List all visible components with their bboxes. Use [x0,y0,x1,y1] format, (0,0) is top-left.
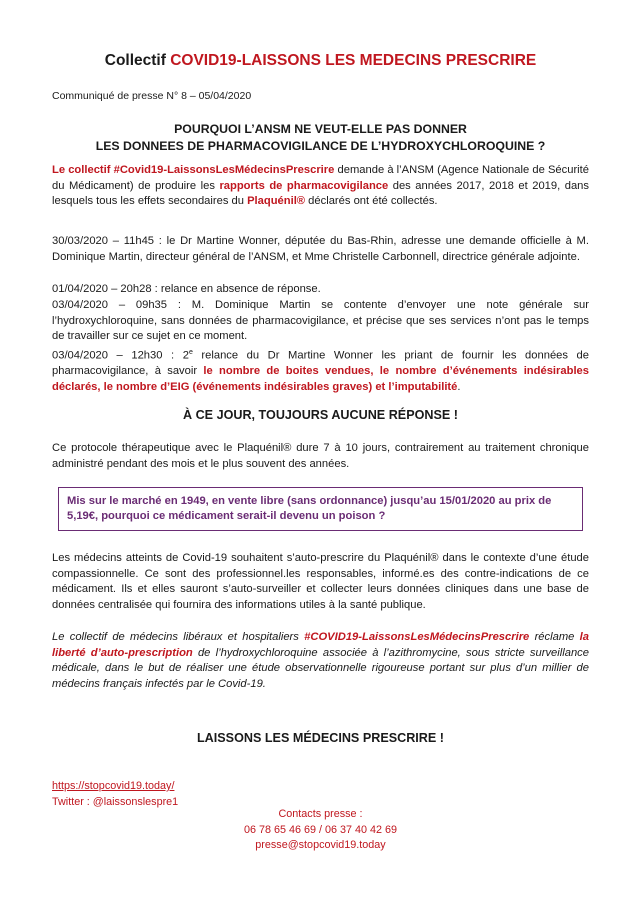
press-contacts [52,807,589,854]
slogan-heading: LAISSONS LES MÉDECINS PRESCRIRE ! [196,731,444,745]
timeline-entry-1: 30/03/2020 – 11h45 : le Dr Martine Wonner, députée du Bas-Rhin, adresse une demande officielle à M. Dominique Martin, directeur général de l’ANSM, et Mme Christelle Carbonnell, directrice générale adjointe. [52,235,589,263]
doctors-paragraph: Les médecins atteints de Covid-19 souhaitent s’auto-prescrire du Plaquénil® dans le contexte d’une étude compassionnelle. Ce sont des professionnel.les responsables, informé.es des contre-indications de ce médicament. Ils et elles sauront s’auto-surveiller et collecter leurs données cliniques dans une base de données centralisée qui fournira des informations utiles à la santé publique. [52,552,589,611]
intro-text-3: déclarés ont été collectés. [305,195,438,208]
title-prefix: Collectif [104,52,171,69]
timeline-entry-4 [52,345,589,396]
claim-hashtag: #COVID19-LaissonsLesMédecinsPrescrire [304,631,530,643]
title-highlight: COVID19-LAISSONS LES MEDECINS PRESCRIRE [170,52,537,69]
timeline-entry-2: 01/04/2020 – 20h28 : relance en absence de réponse. [52,283,321,295]
no-response-heading: À CE JOUR, TOUJOURS AUCUNE RÉPONSE ! [182,408,458,422]
claim-paragraph [52,630,589,692]
subtitle-line-1: POURQUOI L’ANSM NE VEUT-ELLE PAS DONNER [174,122,467,136]
highlight-box [58,487,583,531]
claim-liberty: la liberté d’auto-prescription [52,631,589,659]
intro-text-2: des années 2017, 2018 et 2019, dans lesquels tous les effets secondaires du [52,179,589,208]
intro-text-1: demande à l’ANSM (Agence Nationale de Sécurité du Médicament) de produire les [52,164,589,192]
protocol-paragraph: Ce protocole thérapeutique avec le Plaquénil® dure 7 à 10 jours, contrairement au traitement chronique administré pendant des mois et le plus souvent des années. [52,442,589,470]
entry4-highlight: le nombre de boites vendues, le nombre d’événements indésirables déclarés, le nombre d’EIG (événements indésirables graves) et l’imputabilité [52,365,589,393]
subtitle-line-2: LES DONNEES DE PHARMACOVIGILANCE DE L’HYDROXYCHLOROQUINE ? [95,139,546,153]
page-title [52,52,589,70]
contacts-label: Contacts presse : [278,808,363,820]
subtitle [52,121,589,155]
claim-text-3: de l’hydroxychloroquine associée à l’azithromycine, sous stricte surveillance médicale, dans le but de réaliser une étude observationnelle rigoureuse portant sur plus d’un millier de médecins français infectés par le Covid-19. [52,646,589,690]
entry4-end: . [457,380,461,393]
claim-text-2: réclame [529,631,580,643]
entry4-start: 03/04/2020 – 12h30 : 2 [52,349,189,362]
contacts-email[interactable]: presse@stopcovid19.today [255,839,386,851]
press-release-number: Communiqué de presse N° 8 – 05/04/2020 [52,90,252,102]
claim-text-1: Le collectif de médecins libéraux et hospitaliers [52,631,305,643]
collectif-name: Le collectif #Covid19-LaissonsLesMédecinsPrescrire [52,164,335,176]
twitter-handle[interactable]: Twitter : @laissonslespre1 [52,796,179,808]
contacts-phones: 06 78 65 46 69 / 06 37 40 42 69 [243,823,398,836]
entry4-sup: e [188,349,193,356]
timeline-entry-3: 03/04/2020 – 09h35 : M. Dominique Martin se contente d’envoyer une note générale sur l’hydroxychloroquine, sans données de pharmacovigilance, et précise que ses services n’ont pas le temps de travailler sur ce sujet en ce moment. [52,299,589,343]
plaquenil-highlight: Plaquénil® [247,195,306,208]
intro-paragraph [52,163,589,210]
highlight-box-text: Mis sur le marché en 1949, en vente libre (sans ordonnance) jusqu’au 15/01/2020 au prix de 5,19€, pourquoi ce médicament serait-il devenu un poison ? [67,495,552,522]
website-link[interactable]: https://stopcovid19.today/ [52,780,175,792]
entry4-mid: relance du Dr Martine Wonner les priant de fournir les données de pharmacovigilance, à savoir [52,349,589,378]
reports-highlight: rapports de pharmacovigilance [219,179,389,192]
